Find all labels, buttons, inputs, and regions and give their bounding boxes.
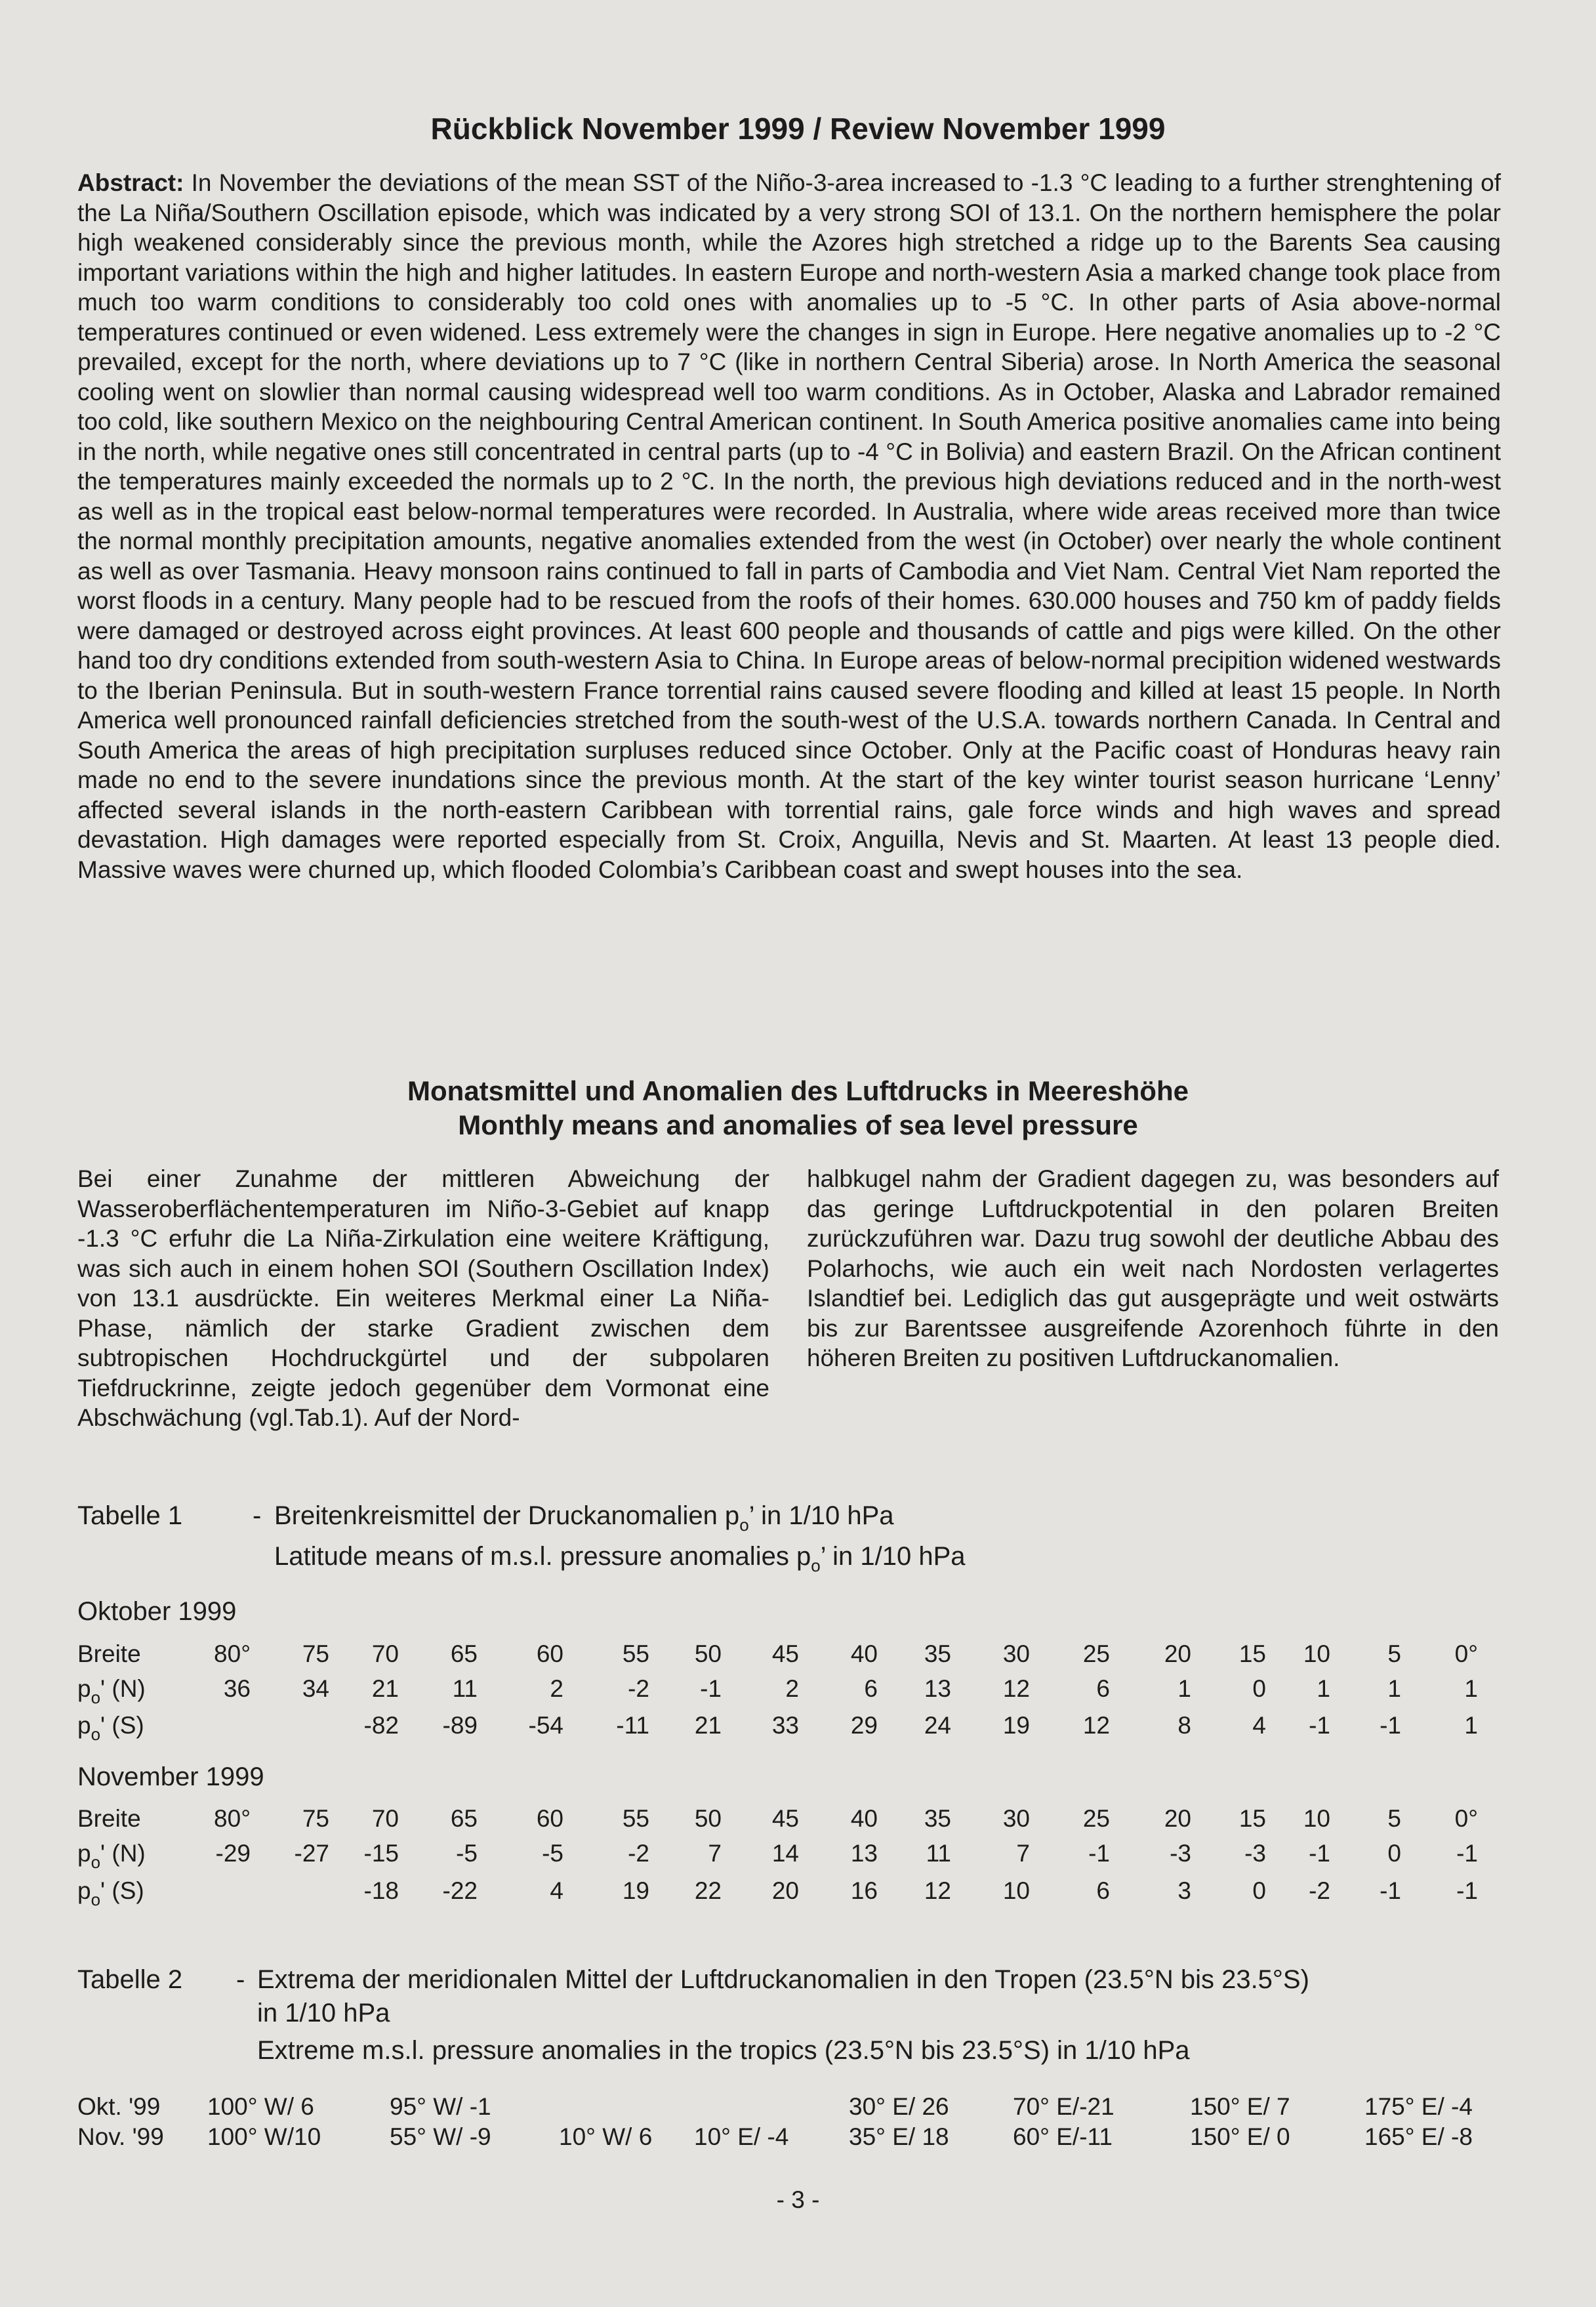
- table-cell: -5: [542, 1840, 563, 1867]
- table-cell: 40: [850, 1805, 878, 1832]
- table1-oct-heading: Oktober 1999: [77, 1597, 237, 1626]
- table-cell: 36: [223, 1675, 251, 1702]
- table-cell: 70: [371, 1805, 399, 1832]
- table-cell: -1: [1456, 1840, 1478, 1867]
- table-cell: 16: [850, 1877, 878, 1904]
- table2-cell: 100° W/ 6: [207, 2093, 314, 2120]
- table-cell: -82: [363, 1712, 399, 1739]
- abstract-text: In November the deviations of the mean SST of the Niño-3-area increased to -1.3 °C leading to a further strenghtening of the La Niña/Southern Oscillation episode, which was indicated by a very strong SOI of 13.1. On the northern hemisphere the polar high weakened considerably since the previous month, while the Azores high stretched a ridge up to the Barents Sea causing important variations within the high and higher latitudes. In eastern Europe and north-western Asia a marked change took place from much too warm conditions to considerably too cold ones with anomalies up to -5 °C. In other parts of Asia above-normal temperatures continued or even widened. Less extremely were the changes in sign in Europe. Here negative anomalies up to -2 °C prevailed, except for the north, where deviations up to 7 °C (like in northern Central Siberia) arose. In North America the seasonal cooling went on slowlier than normal causing widespread well too warm conditions. As in October, Alaska and Labrador remained too cold, like southern Mexico on the neighbouring Central American continent. In South America positive anomalies came into being in the north, while negative ones still concentrated in central parts (up to -4 °C in Bolivia) and eastern Brazil. On the African continent the temperatures mainly exceeded the normals up to 2 °C. In the north, the previous high deviations reduced and in the north-west as well as in the tropical east below-normal temperatures were recorded. In Australia, where wide areas received more than twice the normal monthly precipitation amounts, negative anomalies extended from the west (in October) over nearly the whole continent as well as over Tasmania. Heavy monsoon rains continued to fall in parts of Cambodia and Viet Nam. Central Viet Nam reported the worst floods in a century. Many people had to be rescued from the roofs of their homes. 630.000 houses and 750 km of paddy fields were damaged or destroyed across eight provinces. At least 600 people and thousands of cattle and pigs were killed. On the other hand too dry conditions extended from south-western Asia to China. In Europe areas of below-normal precipition widened westwards to the Iberian Peninsula. But in south-western France torrential rains caused severe flooding and killed at least 15 people. In North America well pronounced rainfall deficiencies stretched from the south-west of the U.S.A. towards northern Canada. In Central and South America the areas of high precipitation surpluses reduced since October. Only at the Pacific coast of Honduras heavy rain made no end to the severe inundations since the previous month. At the start of the key winter tourist season hurricane ‘Lenny’ affected several islands in the north-eastern Caribbean with torrential rains, gale force winds and high waves and spread devastation. High damages were reported especially from St. Croix, Anguilla, Nevis and St. Maarten. At least 13 people died. Massive waves were churned up, which flooded Colombia’s Caribbean coast and swept houses into the sea.: [77, 169, 1501, 883]
- row-label-p-n: $p_o'$ (N): [77, 1675, 146, 1707]
- table-cell: 0: [1387, 1840, 1401, 1867]
- table-cell: 55: [622, 1640, 649, 1667]
- table2-cell: 175° E/ -4: [1364, 2093, 1473, 2120]
- section-title-de: Monatsmittel und Anomalien des Luftdrucks in Meereshöhe: [407, 1075, 1189, 1106]
- table-cell: -3: [1244, 1840, 1266, 1867]
- table-cell: 5: [1387, 1805, 1401, 1832]
- table-cell: 10: [1002, 1877, 1030, 1904]
- table-cell: 45: [771, 1640, 799, 1667]
- table-cell: 20: [1164, 1805, 1191, 1832]
- table-cell: -1: [1380, 1712, 1401, 1739]
- table-cell: 34: [302, 1675, 329, 1702]
- table-cell: 20: [771, 1877, 799, 1904]
- table2-label: Tabelle 2: [77, 1965, 183, 1994]
- table2-cell: 55° W/ -9: [390, 2123, 491, 2150]
- table1-nov-heading: November 1999: [77, 1762, 264, 1791]
- table2-title-de-line1: Extrema der meridionalen Mittel der Luftdruckanomalien in den Tropen (23.5°N bis 23.5°S): [257, 1965, 1309, 1994]
- table-cell: 55: [622, 1805, 649, 1832]
- table2-cell: 150° E/ 7: [1190, 2093, 1290, 2120]
- row-label-p-s: $p_o'$ (S): [77, 1877, 144, 1909]
- table2-cell: 165° E/ -8: [1364, 2123, 1473, 2150]
- table1-title-en: Latitude means of m.s.l. pressure anomalies $p_o$’ in 1/10 hPa: [274, 1542, 966, 1575]
- table2-title-de-line2: in 1/10 hPa: [257, 1999, 390, 2027]
- table-cell: -2: [628, 1675, 649, 1702]
- table-cell: 35: [924, 1640, 951, 1667]
- page-number: - 3 -: [776, 2186, 820, 2213]
- table2-cell: 60° E/-11: [1013, 2123, 1113, 2150]
- table-cell: 0°: [1454, 1640, 1478, 1667]
- table-cell: 40: [850, 1640, 878, 1667]
- table-cell: 0°: [1454, 1805, 1478, 1832]
- table-cell: 70: [371, 1640, 399, 1667]
- table-cell: 15: [1238, 1640, 1266, 1667]
- table-cell: -54: [528, 1712, 563, 1739]
- table1-oct-breite-row: [77, 1637, 1521, 1671]
- table-cell: 13: [850, 1840, 878, 1867]
- table-cell: 2: [785, 1675, 799, 1702]
- table-cell: 21: [694, 1712, 722, 1739]
- table2-dash: -: [236, 1965, 245, 1994]
- table2-cell: 70° E/-21: [1013, 2093, 1115, 2120]
- table-cell: -1: [1456, 1877, 1478, 1904]
- table-cell: 1: [1464, 1712, 1478, 1739]
- text-column-left: Bei einer Zunahme der mittleren Abweichung der Wasseroberflächentemperaturen im Niño-3-Gebiet auf knapp -1.3 °C erfuhr die La Niña-Zirkulation eine weitere Kräftigung, was sich auch in einem hohen SOI (Southern Oscillation Index) von 13.1 ausdrückte. Ein weiteres Merkmal einer La Niña-Phase, nämlich der starke Gradient zwischen dem subtropischen Hochdruckgürtel und der subpolaren Tiefdruckrinne, zeigte jedoch gegenüber dem Vormonat eine Abschwächung (vgl.Tab.1). Auf der Nord-: [77, 1165, 769, 1431]
- table2-row-label: Okt. '99: [77, 2093, 161, 2120]
- table-cell: 12: [1002, 1675, 1030, 1702]
- table-cell: 10: [1303, 1805, 1330, 1832]
- table-cell: 35: [924, 1805, 951, 1832]
- table-cell: 80°: [214, 1805, 251, 1832]
- table-cell: 12: [1082, 1712, 1110, 1739]
- table2-row-label: Nov. '99: [77, 2123, 164, 2150]
- table-cell: 14: [771, 1840, 799, 1867]
- table2-cell: 10° E/ -4: [694, 2123, 789, 2150]
- table-cell: 15: [1238, 1805, 1266, 1832]
- row-label-breite: Breite: [77, 1640, 141, 1667]
- table2-cell: 100° W/10: [207, 2123, 321, 2150]
- table-cell: 60: [536, 1805, 563, 1832]
- table-cell: 7: [708, 1840, 722, 1867]
- abstract-paragraph: [77, 168, 1501, 884]
- table-cell: 6: [1096, 1675, 1110, 1702]
- table-cell: 1: [1387, 1675, 1401, 1702]
- table-cell: -1: [1380, 1877, 1401, 1904]
- table-cell: -22: [442, 1877, 478, 1904]
- table-cell: 60: [536, 1640, 563, 1667]
- table1-dash: -: [253, 1501, 262, 1530]
- table-cell: 30: [1002, 1640, 1030, 1667]
- table-cell: 33: [771, 1712, 799, 1739]
- table-cell: 22: [694, 1877, 722, 1904]
- page-title: Rückblick November 1999 / Review November 1999: [430, 112, 1166, 146]
- table-cell: 2: [550, 1675, 563, 1702]
- table2-title-en: Extreme m.s.l. pressure anomalies in the tropics (23.5°N bis 23.5°S) in 1/10 hPa: [257, 2036, 1190, 2065]
- table-cell: 11: [452, 1675, 478, 1702]
- table-cell: 30: [1002, 1805, 1030, 1832]
- table-cell: -89: [442, 1712, 478, 1739]
- table2-cell: 30° E/ 26: [849, 2093, 949, 2120]
- table-cell: 50: [694, 1805, 722, 1832]
- table2-cell: 35° E/ 18: [849, 2123, 949, 2150]
- table1-nov-north-row: [77, 1837, 1521, 1871]
- table-cell: 45: [771, 1805, 799, 1832]
- table2-cell: 10° W/ 6: [559, 2123, 653, 2150]
- abstract-label: Abstract:: [77, 169, 184, 196]
- row-label-breite: Breite: [77, 1805, 141, 1832]
- table1-nov-south-row: [77, 1874, 1521, 1908]
- table-cell: 50: [694, 1640, 722, 1667]
- table-cell: 0: [1252, 1877, 1266, 1904]
- table-cell: 19: [1002, 1712, 1030, 1739]
- table-cell: 19: [622, 1877, 649, 1904]
- table-cell: 65: [450, 1805, 478, 1832]
- table-cell: 29: [850, 1712, 878, 1739]
- table-cell: 8: [1177, 1712, 1191, 1739]
- table-cell: -5: [456, 1840, 478, 1867]
- table-cell: 6: [1096, 1877, 1110, 1904]
- table-cell: -29: [215, 1840, 251, 1867]
- table-cell: -1: [1309, 1840, 1330, 1867]
- table-cell: -18: [363, 1877, 399, 1904]
- table-cell: 6: [864, 1675, 878, 1702]
- table-cell: 11: [926, 1840, 951, 1867]
- table-cell: -27: [294, 1840, 329, 1867]
- table1-label: Tabelle 1: [77, 1501, 183, 1530]
- table-cell: 65: [450, 1640, 478, 1667]
- table2-cell: 150° E/ 0: [1190, 2123, 1290, 2150]
- table-cell: 4: [1252, 1712, 1266, 1739]
- table2-cell: 95° W/ -1: [390, 2093, 491, 2120]
- table-cell: 1: [1177, 1675, 1191, 1702]
- table-cell: -3: [1170, 1840, 1191, 1867]
- table-cell: -1: [700, 1675, 722, 1702]
- table1-title-de: Breitenkreismittel der Druckanomalien $p_o$’ in 1/10 hPa: [274, 1501, 894, 1535]
- table-cell: 80°: [214, 1640, 251, 1667]
- row-label-p-s: $p_o'$ (S): [77, 1712, 144, 1744]
- table-cell: -1: [1088, 1840, 1110, 1867]
- table-cell: 1: [1317, 1675, 1330, 1702]
- table-cell: 25: [1082, 1640, 1110, 1667]
- table-cell: 1: [1464, 1675, 1478, 1702]
- table-cell: 75: [302, 1640, 329, 1667]
- table-cell: 13: [924, 1675, 951, 1702]
- table-cell: 12: [924, 1877, 951, 1904]
- table2-row-okt: [77, 2090, 1521, 2124]
- table1-oct-north-row: [77, 1672, 1521, 1706]
- table-cell: -15: [363, 1840, 399, 1867]
- table-cell: 3: [1177, 1877, 1191, 1904]
- table-cell: -11: [616, 1712, 649, 1739]
- table-cell: 0: [1252, 1675, 1266, 1702]
- text-column-right: halbkugel nahm der Gradient dagegen zu, was besonders auf das geringe Luftdruckpotential in den polaren Breiten zurückzuführen war. Dazu trug sowohl der deutliche Abbau des Polarhochs, wie auch ein weit nach Nordosten verlagertes Islandtief bei. Lediglich das gut ausgeprägte und weit ostwärts bis zur Barentssee ausgreifende Azorenhoch führte in den höheren Breiten zu positiven Luftdruckanomalien.: [807, 1165, 1499, 1371]
- section-title-en: Monthly means and anomalies of sea level pressure: [458, 1110, 1138, 1140]
- table1-nov-breite-row: [77, 1802, 1521, 1836]
- table-cell: -2: [1309, 1877, 1330, 1904]
- row-label-p-n: $p_o'$ (N): [77, 1840, 146, 1872]
- table-cell: 4: [550, 1877, 563, 1904]
- table-cell: -2: [628, 1840, 649, 1867]
- section-heading: [0, 1074, 1596, 1142]
- table-cell: 7: [1016, 1840, 1030, 1867]
- table-cell: 20: [1164, 1640, 1191, 1667]
- table2-row-nov: [77, 2120, 1521, 2154]
- table-cell: -1: [1309, 1712, 1330, 1739]
- table-cell: 24: [924, 1712, 951, 1739]
- table-cell: 10: [1303, 1640, 1330, 1667]
- table-cell: 25: [1082, 1805, 1110, 1832]
- table-cell: 75: [302, 1805, 329, 1832]
- table1-oct-south-row: [77, 1709, 1521, 1743]
- table-cell: 5: [1387, 1640, 1401, 1667]
- table-cell: 21: [371, 1675, 399, 1702]
